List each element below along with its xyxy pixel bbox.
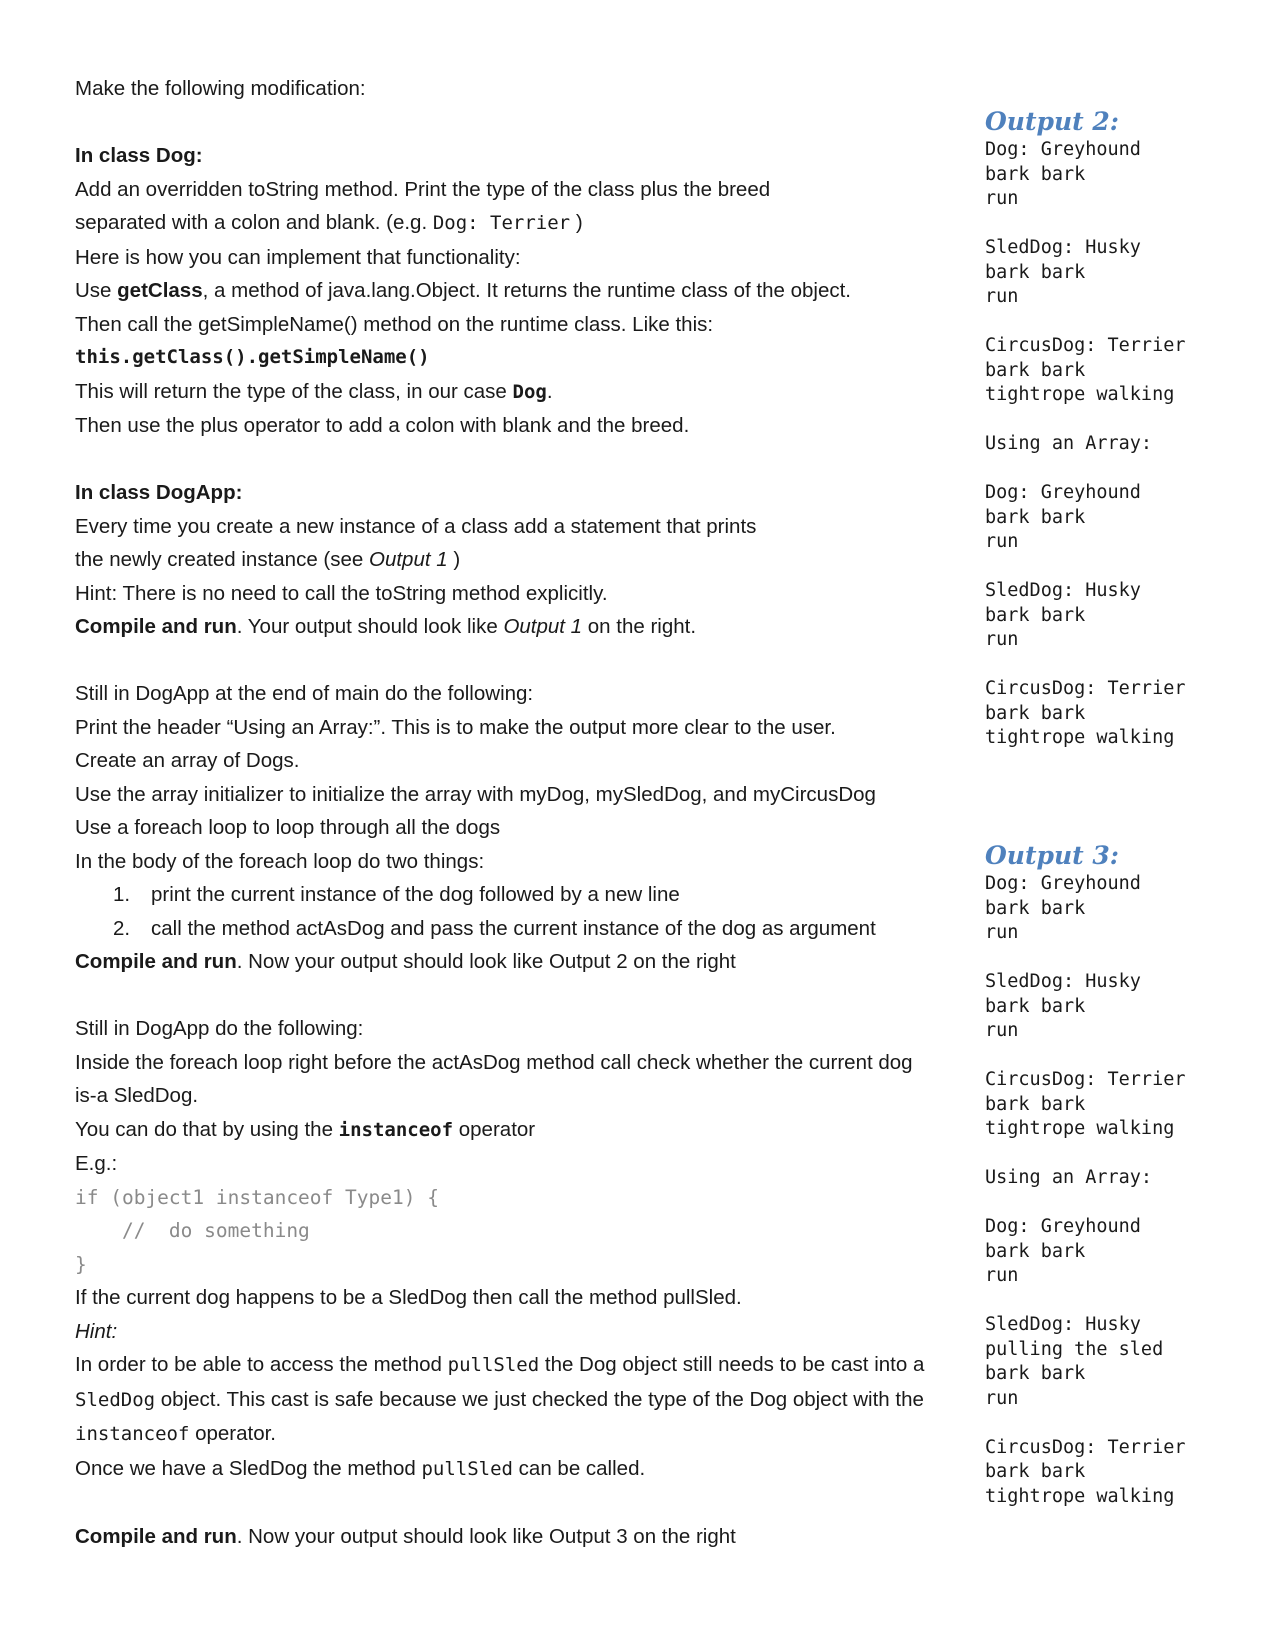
output-2-title: Output 2: xyxy=(985,107,1120,136)
list-item xyxy=(75,878,965,912)
code-line-2: // do something xyxy=(75,1219,310,1242)
output-line: run xyxy=(985,531,1019,552)
output-block xyxy=(985,481,1265,555)
output-line: run xyxy=(985,1020,1019,1041)
output-block xyxy=(985,138,1265,212)
output-line: Using an Array: xyxy=(985,1167,1153,1188)
hint-label: Hint: xyxy=(75,1319,118,1343)
output-line: bark bark xyxy=(985,506,1086,528)
final-line xyxy=(75,1520,965,1554)
output-line: run xyxy=(985,922,1019,943)
text: Use xyxy=(75,279,118,302)
output-line: Dog: Greyhound xyxy=(985,139,1141,160)
text: separated with a colon and blank. (e.g. xyxy=(75,211,433,234)
text: ) xyxy=(570,211,583,234)
code-term: pullSled xyxy=(421,1457,513,1480)
bold-term: Compile and run xyxy=(75,615,237,638)
text: Once we have a SledDog the method xyxy=(75,1456,422,1480)
output-line: tightrope walking xyxy=(985,1485,1175,1507)
output-line: CircusDog: Terrier xyxy=(985,1436,1186,1458)
output-block xyxy=(985,1436,1265,1510)
output-line: tightrope walking xyxy=(985,1118,1175,1139)
inst-line-3: is-a SledDog. xyxy=(75,1084,199,1107)
output-line: SledDog: Husky xyxy=(985,237,1141,258)
inst-line-4 xyxy=(75,1113,965,1148)
list-number: 2. xyxy=(113,916,131,940)
italic-term: Output 1 xyxy=(369,548,448,571)
output-line: bark bark xyxy=(985,1093,1086,1115)
inst-line-10 xyxy=(75,1452,965,1487)
output-line: bark bark xyxy=(985,359,1086,381)
inst-line-8 xyxy=(75,1383,965,1418)
text: , a method of java.lang.Object. It returns the runtime class of the object. xyxy=(202,279,851,302)
text: the Dog object still needs to be cast into a xyxy=(539,1353,925,1376)
text: . Now your output should look like Output 2 on the right xyxy=(236,950,736,973)
text: You can do that by using the xyxy=(75,1117,339,1141)
text: . Your output should look like xyxy=(236,615,504,638)
bold-term: Compile and run xyxy=(75,1524,237,1548)
text: . Now your output should look like Output 3 on the right xyxy=(236,1524,736,1548)
output-line: run xyxy=(985,188,1019,209)
output-block xyxy=(985,432,1265,457)
bold-term: getClass xyxy=(117,279,203,302)
text: operator. xyxy=(189,1422,277,1445)
text: . xyxy=(546,379,553,403)
bold-term: Dog xyxy=(512,380,547,403)
output-line: pulling the sled xyxy=(985,1338,1164,1360)
output-block xyxy=(985,236,1265,310)
code-term: instanceof xyxy=(75,1423,190,1445)
app-line-2 xyxy=(75,543,965,577)
intro-text: Make the following modification: xyxy=(75,77,366,100)
output-line: CircusDog: Terrier xyxy=(985,1069,1186,1090)
output-line: Using an Array: xyxy=(985,433,1153,454)
list-item xyxy=(75,912,965,946)
output-block xyxy=(985,579,1265,653)
output-line: bark bark xyxy=(985,1363,1086,1384)
dog-line-7: Then use the plus operator to add a colon with blank and the breed. xyxy=(75,414,690,437)
text: can be called. xyxy=(512,1456,646,1480)
output-line: tightrope walking xyxy=(985,384,1175,405)
output-line: bark bark xyxy=(985,897,1086,919)
dog-line-2 xyxy=(75,206,965,241)
text: on the right. xyxy=(582,615,697,638)
output-line: bark bark xyxy=(985,995,1086,1017)
output-block xyxy=(985,1313,1265,1411)
output-line: bark bark xyxy=(985,1461,1086,1482)
app-line-1: Every time you create a new instance of a class add a statement that prints xyxy=(75,514,757,538)
output-block xyxy=(985,872,1265,946)
text: operator xyxy=(453,1117,536,1141)
text: the newly created instance (see xyxy=(75,548,369,571)
output-line: bark bark xyxy=(985,604,1086,626)
output-block xyxy=(985,1068,1265,1142)
output-line: bark bark xyxy=(985,1240,1086,1262)
array-line-3: Create an array of Dogs. xyxy=(75,749,300,772)
dog-line-6 xyxy=(75,375,965,410)
list-text: call the method actAsDog and pass the current instance of the dog as argument xyxy=(151,916,876,940)
output-line: Dog: Greyhound xyxy=(985,482,1141,503)
output-line: CircusDog: Terrier xyxy=(985,678,1186,699)
array-line-5: Use a foreach loop to loop through all the dogs xyxy=(75,816,501,839)
output-line: SledDog: Husky xyxy=(985,1314,1141,1335)
output-3-title: Output 3: xyxy=(985,841,1120,870)
code-term: pullSled xyxy=(447,1354,540,1376)
list-number: 1. xyxy=(113,883,131,906)
output-line: bark bark xyxy=(985,261,1086,283)
dog-line-1: Add an overridden toString method. Print the type of the class plus the breed xyxy=(75,177,771,201)
dog-heading: In class Dog: xyxy=(75,144,203,167)
output-line: run xyxy=(985,1387,1019,1409)
output-line: SledDog: Husky xyxy=(985,580,1141,601)
inst-line-2: Inside the foreach loop right before the actAsDog method call check whether the current dog xyxy=(75,1050,913,1074)
array-line-1: Still in DogApp at the end of main do the following: xyxy=(75,682,534,705)
output-3-panel xyxy=(985,840,1265,1534)
dog-code: this.getClass().getSimpleName() xyxy=(75,346,430,368)
output-block xyxy=(985,1166,1265,1191)
italic-term: Output 1 xyxy=(503,615,583,638)
output-3-lines xyxy=(985,872,1265,1509)
output-block xyxy=(985,677,1265,751)
output-line: tightrope walking xyxy=(985,727,1175,748)
output-line: Dog: Greyhound xyxy=(985,1216,1141,1237)
inst-line-9 xyxy=(75,1417,965,1452)
steps-list xyxy=(75,878,965,945)
output-line: SledDog: Husky xyxy=(985,971,1141,992)
output-block xyxy=(985,1215,1265,1289)
output-2-panel xyxy=(985,106,1265,775)
inst-line-1: Still in DogApp do the following: xyxy=(75,1017,364,1040)
list-text: print the current instance of the dog followed by a new line xyxy=(151,883,680,906)
code-line-3: } xyxy=(75,1252,87,1276)
inst-line-7 xyxy=(75,1348,965,1383)
output-line: Dog: Greyhound xyxy=(985,873,1141,894)
output-2-lines xyxy=(985,138,1265,751)
inst-line-6: If the current dog happens to be a SledDog then call the method pullSled. xyxy=(75,1286,742,1309)
output-line: run xyxy=(985,286,1019,307)
array-line-6: In the body of the foreach loop do two things: xyxy=(75,849,485,873)
app-line-3: Hint: There is no need to call the toString method explicitly. xyxy=(75,581,608,605)
dog-line-5: Then call the getSimpleName() method on the runtime class. Like this: xyxy=(75,312,714,336)
code-example: Dog: Terrier xyxy=(432,212,571,234)
dog-line-3: Here is how you can implement that functionality: xyxy=(75,245,521,269)
array-line-4: Use the array initializer to initialize the array with myDog, mySledDog, and myCircusDog xyxy=(75,782,876,806)
bold-term: Compile and run xyxy=(75,950,237,973)
output-line: run xyxy=(985,629,1019,650)
instructions xyxy=(75,72,965,1553)
output-block xyxy=(985,970,1265,1044)
code-line-1: if (object1 instanceof Type1) { xyxy=(75,1185,439,1209)
app-line-4 xyxy=(75,610,965,644)
dog-line-4 xyxy=(75,274,965,308)
code-term: instanceof xyxy=(338,1118,454,1141)
output-line: bark bark xyxy=(985,163,1086,185)
text: In order to be able to access the method xyxy=(75,1353,448,1376)
text: object. This cast is safe because we just checked the type of the Dog object with the xyxy=(155,1387,924,1411)
output-line: run xyxy=(985,1265,1019,1286)
text: ) xyxy=(447,548,461,571)
output-line: bark bark xyxy=(985,702,1086,724)
output-block xyxy=(985,334,1265,408)
app-heading: In class DogApp: xyxy=(75,481,243,504)
array-line-7 xyxy=(75,945,965,979)
code-term: SledDog xyxy=(75,1388,156,1411)
inst-line-5: E.g.: xyxy=(75,1152,118,1175)
output-line: CircusDog: Terrier xyxy=(985,335,1186,356)
array-line-2: Print the header “Using an Array:”. This is to make the output more clear to the user. xyxy=(75,715,836,739)
text: This will return the type of the class, in our case xyxy=(75,379,513,403)
